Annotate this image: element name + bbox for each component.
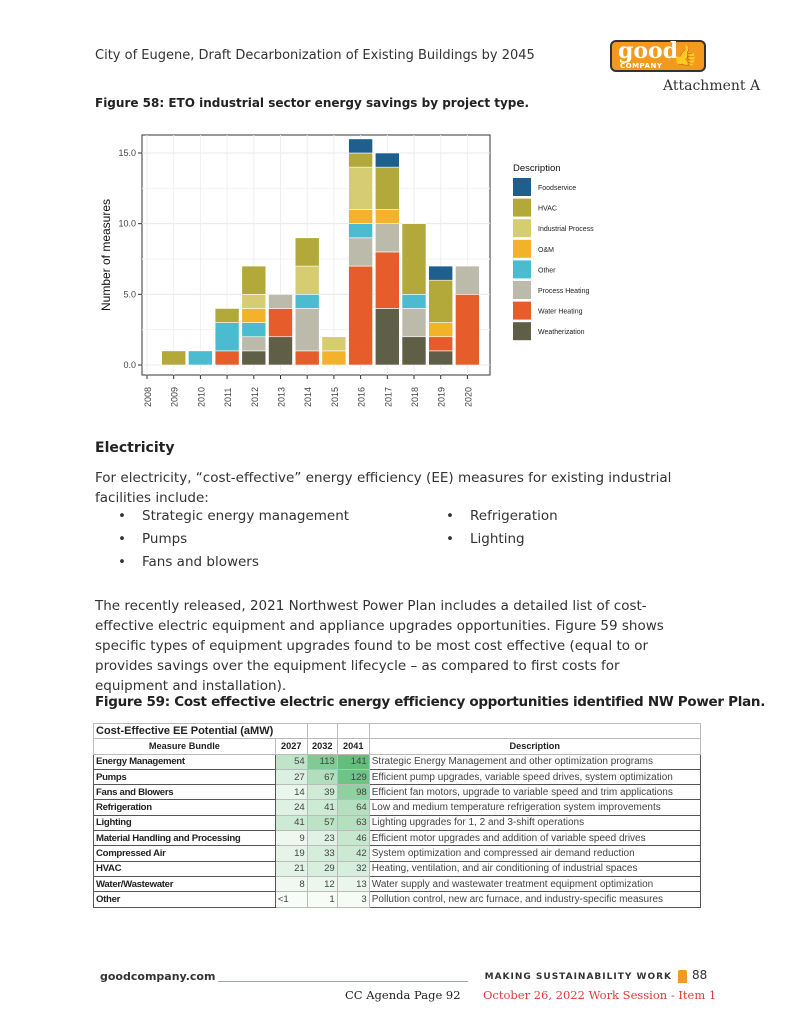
description-cell: Heating, ventilation, and air conditioning of industrial spaces [369,861,700,876]
measure-cell: Lighting [94,815,276,830]
legend-swatch [513,322,531,340]
value-cell: 54 [275,754,307,769]
bar-segment-other [215,323,239,351]
legend-label: HVAC [538,205,557,213]
footer-divider [218,981,468,982]
bar-segment-weatherization [269,337,293,365]
col-header: 2041 [337,739,369,754]
bar-segment-water-heating [215,351,239,365]
measure-cell: Material Handling and Processing [94,831,276,846]
col-header: 2032 [307,739,337,754]
x-tick-label: 2013 [276,386,287,407]
bar-segment-hvac [349,153,373,167]
value-cell: 129 [337,769,369,784]
legend-swatch [513,219,531,237]
footer-tagline: MAKING SUSTAINABILITY WORK [484,972,672,982]
good-company-logo: good COMPANY 👍 [610,40,706,72]
x-tick-label: 2009 [169,386,180,407]
value-cell: <1 [275,892,307,907]
description-cell: Pollution control, new arc furnace, and industry-specific measures [369,892,700,907]
header-title: City of Eugene, Draft Decarbonization of Existing Buildings by 2045 [95,48,535,63]
x-tick-label: 2010 [196,386,207,407]
bar-segment-water-heating [375,252,399,309]
value-cell: 19 [275,846,307,861]
y-axis-label: Number of measures [99,198,113,312]
value-cell: 21 [275,861,307,876]
bar-segment-other [349,224,373,238]
x-tick-label: 2017 [383,386,394,407]
legend-label: Industrial Process [538,226,594,234]
table-row [94,876,701,891]
bar-segment-weatherization [429,351,453,365]
bar-segment-water-heating [295,351,319,365]
legend-swatch [513,302,531,320]
legend-title: Description [513,163,561,174]
legend-swatch [513,178,531,196]
bar-segment-foodservice [349,139,373,153]
y-tick-label: 15.0 [118,148,136,158]
bar-segment-hvac [429,280,453,322]
measure-cell: HVAC [94,861,276,876]
bar-segment-other [242,323,266,337]
bar-segment-weatherization [402,337,426,365]
value-cell: 141 [337,754,369,769]
bar-segment-process-heating [295,308,319,350]
x-tick-label: 2019 [436,386,447,407]
bar-segment-o-m [429,323,453,337]
col-header: Description [369,739,700,754]
description-cell: Efficient motor upgrades and addition of variable speed drives [369,831,700,846]
value-cell: 29 [307,861,337,876]
power-plan-paragraph: The recently released, 2021 Northwest Power Plan includes a detailed list of cost-effective electric equipment and appliance upgrades opportunities. Figure 59 shows specific types of equipment upgrades found to be most cost effective (equal to or provides savings over the equipment lifecycle – as compared to first costs for equipment and installation). [95,598,664,694]
value-cell: 12 [307,876,337,891]
measure-cell: Fans and Blowers [94,785,276,800]
legend-label: Water Heating [538,308,583,316]
bullet-item: • Refrigeration [470,508,558,524]
bar-segment-hvac [375,167,399,209]
x-tick-label: 2012 [249,386,260,407]
bar-segment-industrial-process [322,337,346,351]
table-row [94,785,701,800]
y-tick-label: 0.0 [123,360,136,370]
value-cell: 42 [337,846,369,861]
x-tick-label: 2008 [143,386,153,407]
value-cell: 113 [307,754,337,769]
attachment-label: Attachment A [663,78,761,94]
bar-segment-water-heating [455,294,479,365]
bar-segment-hvac [162,351,186,365]
bar-segment-hvac [402,224,426,295]
bar-segment-process-heating [375,224,399,252]
bar-segment-o-m [322,351,346,365]
description-cell: Lighting upgrades for 1, 2 and 3-shift operations [369,815,700,830]
value-cell: 98 [337,785,369,800]
table-row [94,769,701,784]
figure-59-caption: Figure 59: Cost effective electric energy efficiency opportunities identified NW Power Plan. [95,694,766,710]
bar-segment-weatherization [242,351,266,365]
bar-segment-hvac [295,238,319,266]
value-cell: 41 [275,815,307,830]
page-number: 88 [692,968,708,982]
work-session-label: October 26, 2022 Work Session - Item 1 [483,988,717,1002]
bar-segment-other [295,294,319,308]
bar-segment-hvac [242,266,266,294]
legend-label: Process Heating [538,288,590,295]
stacked-bar-chart [95,130,615,415]
description-cell: Low and medium temperature refrigeration system improvements [369,800,700,815]
value-cell: 3 [337,892,369,907]
description-cell: Water supply and wastewater treatment equipment optimization [369,876,700,891]
value-cell: 46 [337,831,369,846]
measure-cell: Compressed Air [94,846,276,861]
value-cell: 64 [337,800,369,815]
x-tick-label: 2014 [303,386,314,407]
x-tick-label: 2020 [463,386,474,407]
description-cell: System optimization and compressed air demand reduction [369,846,700,861]
y-tick-label: 5.0 [123,289,136,300]
table-row [94,815,701,830]
bar-segment-other [188,351,212,365]
electricity-heading: Electricity [95,440,175,456]
legend-swatch [513,199,531,217]
legend-label: O&M [538,246,554,254]
value-cell: 13 [337,876,369,891]
value-cell: 23 [307,831,337,846]
bar-segment-hvac [215,308,239,322]
legend-swatch [513,260,531,278]
bar-segment-industrial-process [349,167,373,209]
table-row [94,800,701,815]
bar-segment-o-m [349,210,373,224]
y-tick-label: 10.0 [118,218,136,229]
bar-segment-o-m [242,308,266,322]
bar-segment-foodservice [375,153,399,167]
legend-label: Foodservice [538,185,577,192]
value-cell: 9 [275,831,307,846]
description-cell: Strategic Energy Management and other optimization programs [369,754,700,769]
bar-segment-process-heating [349,238,373,266]
value-cell: 24 [275,800,307,815]
measure-cell: Pumps [94,769,276,784]
footer-site: goodcompany.com [100,970,216,983]
value-cell: 57 [307,815,337,830]
x-tick-label: 2015 [329,386,340,407]
bar-segment-industrial-process [242,294,266,308]
table-row [94,846,701,861]
bar-segment-process-heating [242,337,266,351]
description-cell: Efficient pump upgrades, variable speed drives, system optimization [369,769,700,784]
table-row [94,754,701,769]
bullet-item: • Lighting [470,531,525,547]
bar-segment-process-heating [455,266,479,294]
measure-cell: Refrigeration [94,800,276,815]
value-cell: 33 [307,846,337,861]
agenda-page: CC Agenda Page 92 [345,988,461,1002]
bar-segment-weatherization [375,308,399,365]
table-title: Cost-Effective EE Potential (aMW) [94,724,276,739]
bar-segment-process-heating [402,308,426,336]
bar-segment-foodservice [429,266,453,280]
bar-segment-water-heating [349,266,373,365]
table-row [94,892,701,907]
bullet-item: • Strategic energy management [142,508,349,524]
ee-potential-table [93,723,701,908]
x-tick-label: 2011 [223,387,234,407]
description-cell: Efficient fan motors, upgrade to variable speed and trim applications [369,785,700,800]
value-cell: 14 [275,785,307,800]
table-row [94,861,701,876]
measure-cell: Other [94,892,276,907]
value-cell: 8 [275,876,307,891]
value-cell: 1 [307,892,337,907]
bar-segment-industrial-process [295,266,319,294]
legend-swatch [513,281,531,299]
col-header: 2027 [275,739,307,754]
value-cell: 32 [337,861,369,876]
figure-58-caption: Figure 58: ETO industrial sector energy savings by project type. [95,96,530,110]
bullet-item: • Pumps [142,531,187,547]
x-tick-label: 2016 [356,386,367,407]
bar-segment-water-heating [269,308,293,336]
x-tick-label: 2018 [410,386,420,407]
legend-label: Weatherization [538,329,585,337]
col-header: Measure Bundle [94,739,276,754]
measure-cell: Water/Wastewater [94,876,276,891]
value-cell: 39 [307,785,337,800]
value-cell: 67 [307,769,337,784]
value-cell: 63 [337,815,369,830]
bullet-item: • Fans and blowers [142,554,259,570]
bar-segment-other [402,294,426,308]
bar-segment-water-heating [429,337,453,351]
value-cell: 27 [275,769,307,784]
electricity-intro: For electricity, “cost-effective” energy efficiency (EE) measures for existing industrial facilities include: [95,470,672,506]
thumb-icon [678,970,687,983]
table-row [94,831,701,846]
legend-swatch [513,240,531,258]
bar-segment-o-m [375,210,399,224]
legend-label: Other [538,267,556,275]
measure-cell: Energy Management [94,754,276,769]
bar-segment-process-heating [269,294,293,308]
value-cell: 41 [307,800,337,815]
